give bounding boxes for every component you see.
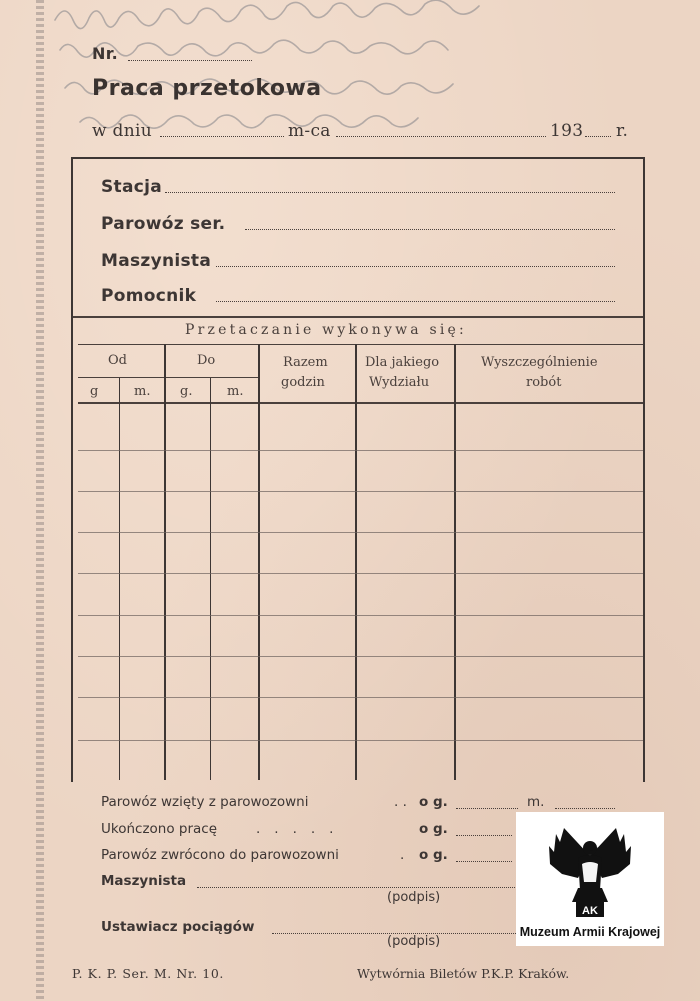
dispatcher-label: Ustawiacz pociągów bbox=[101, 919, 255, 935]
table-row[interactable] bbox=[78, 491, 643, 492]
taken-label: Parowóz wzięty z parowozowni bbox=[101, 794, 309, 810]
returned-hour-field[interactable] bbox=[456, 861, 512, 862]
imprint-right: Wytwórnia Biletów P.K.P. Kraków. bbox=[357, 966, 570, 981]
station-label: Stacja bbox=[101, 177, 163, 197]
table-row[interactable] bbox=[78, 573, 643, 574]
engineer-label: Maszynista bbox=[101, 251, 212, 271]
assistant-field[interactable] bbox=[216, 301, 615, 302]
date-prefix: w dniu bbox=[92, 121, 152, 141]
col-od-m: m. bbox=[134, 384, 151, 399]
col-divider-od-gm bbox=[119, 378, 120, 780]
col-do-m: m. bbox=[227, 384, 244, 399]
engineer-podpis: (podpis) bbox=[387, 890, 441, 905]
col-od-header: Od bbox=[108, 353, 127, 368]
number-field[interactable] bbox=[128, 60, 252, 61]
table-row[interactable] bbox=[78, 532, 643, 533]
engineer-sign-label: Maszynista bbox=[101, 873, 187, 889]
perforation-edge bbox=[36, 0, 44, 1001]
table-row[interactable] bbox=[78, 450, 643, 451]
col-razem-1: Razem bbox=[283, 355, 328, 370]
month-label: m-ca bbox=[288, 121, 331, 141]
year-prefix: 193 bbox=[550, 121, 584, 141]
finished-label: Ukończono pracę bbox=[101, 821, 218, 837]
taken-m: m. bbox=[527, 794, 545, 810]
col-do-g: g. bbox=[180, 384, 193, 399]
year-suffix: r. bbox=[616, 121, 629, 141]
form-title: Praca przetokowa bbox=[92, 76, 322, 101]
col-do-header: Do bbox=[197, 353, 216, 368]
month-field[interactable] bbox=[336, 136, 546, 137]
od-do-sub-rule bbox=[78, 377, 258, 378]
col-od-g: g bbox=[90, 384, 99, 399]
museum-watermark bbox=[516, 812, 664, 946]
finished-og: o g. bbox=[419, 821, 448, 837]
returned-og: o g. bbox=[419, 847, 448, 863]
table-body-rule bbox=[78, 402, 643, 404]
imprint-left: P. K. P. Ser. M. Nr. 10. bbox=[72, 966, 224, 981]
taken-og: o g. bbox=[419, 794, 448, 810]
engineer-sign-field[interactable] bbox=[197, 887, 515, 888]
col-wysz-1: Wyszczególnienie bbox=[481, 355, 598, 370]
table-header-rule bbox=[78, 344, 643, 345]
table-heading: Przetaczanie wykonywa się: bbox=[185, 322, 467, 338]
table-row[interactable] bbox=[78, 656, 643, 657]
col-divider-razem-dla bbox=[355, 344, 357, 780]
number-label: Nr. bbox=[92, 44, 118, 63]
col-razem-2: godzin bbox=[281, 375, 325, 390]
col-dla-1: Dla jakiego bbox=[365, 355, 440, 370]
assistant-label: Pomocnik bbox=[101, 286, 197, 306]
locomotive-series-label: Parowóz ser. bbox=[101, 214, 226, 234]
col-divider-do-gm bbox=[210, 378, 211, 780]
col-divider-dla-wysz bbox=[454, 344, 456, 780]
col-divider-do-razem bbox=[258, 344, 260, 780]
table-row[interactable] bbox=[78, 740, 643, 741]
col-divider-od-do bbox=[164, 344, 166, 780]
taken-hour-field[interactable] bbox=[456, 808, 518, 809]
day-field[interactable] bbox=[160, 136, 284, 137]
taken-minute-field[interactable] bbox=[555, 808, 615, 809]
returned-label: Parowóz zwrócono do parowozowni bbox=[101, 847, 339, 863]
finished-hour-field[interactable] bbox=[456, 835, 512, 836]
station-field[interactable] bbox=[165, 192, 615, 193]
col-wysz-2: robót bbox=[526, 375, 562, 390]
museum-name: Muzeum Armii Krajowej bbox=[519, 925, 661, 939]
table-row[interactable] bbox=[78, 697, 643, 698]
dispatcher-podpis: (podpis) bbox=[387, 934, 441, 949]
engineer-field[interactable] bbox=[216, 266, 615, 267]
locomotive-series-field[interactable] bbox=[245, 229, 615, 230]
table-row[interactable] bbox=[78, 615, 643, 616]
table-top-rule bbox=[73, 316, 643, 318]
emblem-letters: AK bbox=[582, 905, 598, 917]
eagle-emblem-icon bbox=[516, 812, 664, 924]
col-dla-2: Wydziału bbox=[369, 375, 430, 390]
year-field[interactable] bbox=[585, 136, 611, 137]
